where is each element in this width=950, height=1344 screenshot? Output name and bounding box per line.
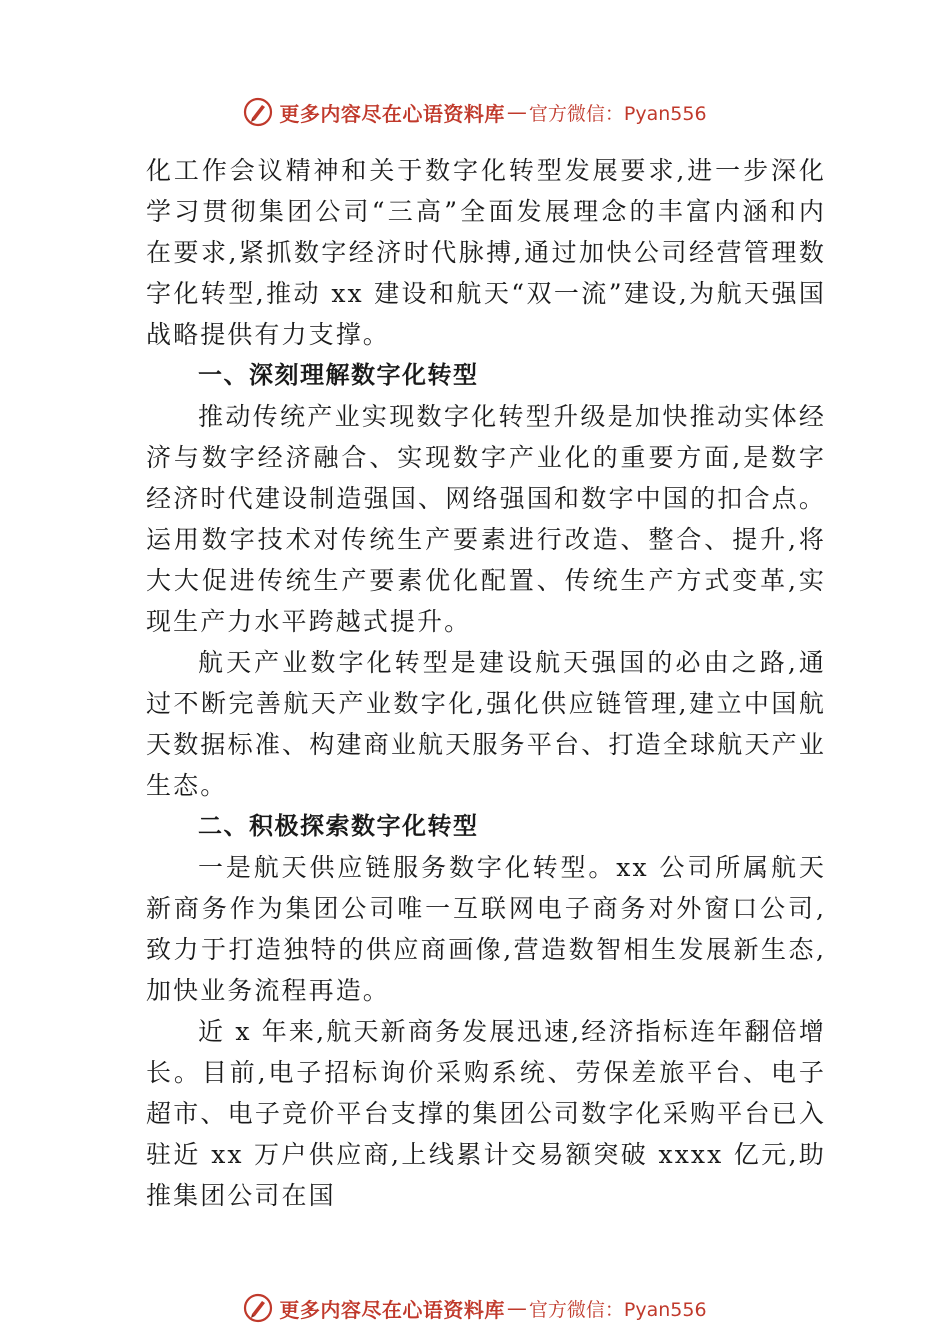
- section-heading-2: 二、积极探索数字化转型: [198, 812, 479, 840]
- header-contact: 官方微信：Pyan556: [528, 102, 707, 125]
- document-body: [146, 150, 826, 1216]
- paragraph-4: 一是航天供应链服务数字化转型。xx 公司所属航天新商务作为集团公司唯一互联网电子商务对外窗口公司,致力于打造独特的供应商画像,营造数智相生发展新生态,加快业务流程再造。: [146, 853, 826, 1005]
- pen-logo-icon: [243, 97, 273, 127]
- paragraph-5: 近 x 年来,航天新商务发展迅速,经济指标连年翻倍增长。目前,电子招标询价采购系统、劳保差旅平台、电子超市、电子竞价平台支撑的集团公司数字化采购平台已入驻近 xx 万户供应商,上线累计交易额突破 xxxx 亿元,助推集团公司在国: [146, 1017, 826, 1210]
- footer-text: 更多内容尽在心语资料库: [279, 1297, 505, 1322]
- header-dash: —: [506, 100, 527, 124]
- footer-banner: [0, 1288, 950, 1328]
- paragraph-intro: 化工作会议精神和关于数字化转型发展要求,进一步深化学习贯彻集团公司“三高”全面发展理念的丰富内涵和内在要求,紧抓数字经济时代脉搏,通过加快公司经营管理数字化转型,推动 xx 建设和航天“双一流”建设,为航天强国战略提供有力支撑。: [146, 156, 826, 349]
- section-heading-1: 一、深刻理解数字化转型: [198, 361, 479, 389]
- paragraph-2: 推动传统产业实现数字化转型升级是加快推动实体经济与数字经济融合、实现数字产业化的重要方面,是数字经济时代建设制造强国、网络强国和数字中国的扣合点。运用数字技术对传统生产要素进行改造、整合、提升,将大大促进传统生产要素优化配置、传统生产方式变革,实现生产力水平跨越式提升。: [146, 402, 826, 636]
- pen-logo-icon: [243, 1293, 273, 1323]
- footer-contact: 官方微信：Pyan556: [528, 1298, 707, 1321]
- header-banner: [0, 92, 950, 132]
- paragraph-3: 航天产业数字化转型是建设航天强国的必由之路,通过不断完善航天产业数字化,强化供应链管理,建立中国航天数据标准、构建商业航天服务平台、打造全球航天产业生态。: [146, 648, 826, 800]
- footer-dash: —: [506, 1296, 527, 1320]
- header-text: 更多内容尽在心语资料库: [279, 101, 505, 126]
